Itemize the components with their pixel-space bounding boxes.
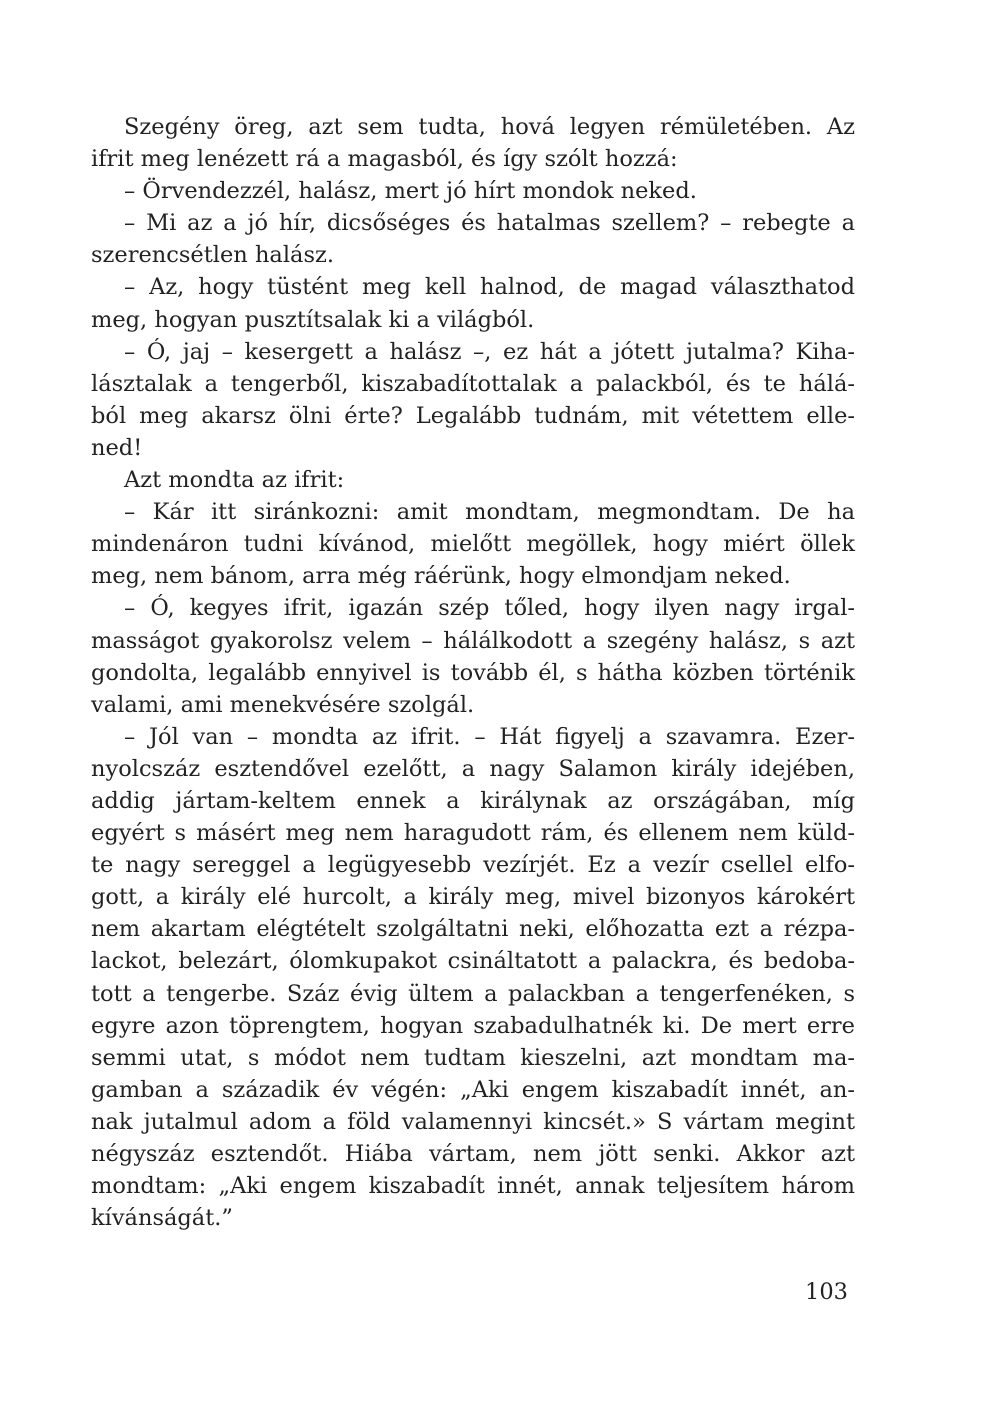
text-line: tott a tengerbe. Száz évig ültem a palackban a tengerfenéken, s xyxy=(91,980,855,1007)
text-line: ifrit meg lenézett rá a magasból, és így szólt hozzá: xyxy=(91,146,678,173)
text-line: nak jutalmul adom a föld valamennyi kincsét.» S vártam megint xyxy=(91,1108,855,1135)
text-line: gott, a király elé hurcolt, a király meg, mivel bizonyos károkért xyxy=(91,884,855,911)
text-line: – Ó, kegyes ifrit, igazán szép tőled, hogy ilyen nagy irgal- xyxy=(124,595,855,622)
text-line: négyszáz esztendőt. Hiába vártam, nem jött senki. Akkor azt xyxy=(91,1141,855,1167)
text-line: valami, ami menekvésére szolgál. xyxy=(91,691,475,718)
text-line: egyért s másért meg nem haragudott rám, és ellenem nem küld- xyxy=(91,820,855,847)
text-line: – Ó, jaj – kesergett a halász –, ez hát a jótett jutalma? Kiha- xyxy=(124,338,855,365)
text-line: kívánságát.” xyxy=(91,1205,233,1232)
text-line: masságot gyakorolsz velem – hálálkodott a szegény halász, s azt xyxy=(91,627,855,654)
text-line: – Mi az a jó hír, dicsőséges és hatalmas szellem? – rebegte a xyxy=(124,210,855,237)
text-line: – Kár itt siránkozni: amit mondtam, megmondtam. De ha xyxy=(124,499,855,526)
text-line: ned! xyxy=(91,434,143,461)
text-line: gamban a századik év végén: „Aki engem kiszabadít innét, an- xyxy=(91,1076,855,1103)
text-line: gondolta, legalább ennyivel is tovább él, s hátha közben történik xyxy=(91,659,855,686)
text-line: semmi utat, s módot nem tudtam kieszelni, azt mondtam ma- xyxy=(91,1044,855,1071)
text-line: meg, nem bánom, arra még ráérünk, hogy elmondjam neked. xyxy=(91,563,791,590)
text-line: addig jártam-keltem ennek a királynak az országában, míg xyxy=(91,787,855,814)
text-line: szerencsétlen halász. xyxy=(91,242,335,269)
text-line: nem akartam elégtételt szolgáltatni neki, előhozatta ezt a rézpa- xyxy=(91,916,855,943)
text-line: Szegény öreg, azt sem tudta, hová legyen rémületében. Az xyxy=(124,114,855,140)
text-line: meg, hogyan pusztítsalak ki a világból. xyxy=(91,306,535,333)
text-line: – Az, hogy tüstént meg kell halnod, de magad választhatod xyxy=(124,274,855,301)
text-line: mindenáron tudni kívánod, mielőtt megöllek, hogy miért öllek xyxy=(91,531,855,558)
text-line: lackot, belezárt, ólomkupakot csináltatott a palackra, és bedoba- xyxy=(91,948,855,975)
text-line: nyolcszáz esztendővel ezelőtt, a nagy Salamon király idejében, xyxy=(91,755,855,782)
text-line: ból meg akarsz ölni érte? Legalább tudnám, mit vétettem elle- xyxy=(91,402,855,429)
text-line: Azt mondta az ifrit: xyxy=(124,467,345,494)
text-line: – Jól van – mondta az ifrit. – Hát figyelj a szavamra. Ezer- xyxy=(124,723,855,750)
body-text xyxy=(91,111,855,1234)
text-line: egyre azon töprengtem, hogyan szabadulhatnék ki. De mert erre xyxy=(91,1012,855,1039)
text-line: te nagy sereggel a legügyesebb vezírjét. Ez a vezír csellel elfo- xyxy=(91,852,855,879)
text-line: – Örvendezzél, halász, mert jó hírt mondok neked. xyxy=(124,178,697,205)
text-line: lásztalak a tengerből, kiszabadítottalak a palackból, és te hálá- xyxy=(91,370,855,397)
text-line: mondtam: „Aki engem kiszabadít innét, annak teljesítem három xyxy=(91,1173,855,1200)
page-number: 103 xyxy=(805,1279,848,1305)
